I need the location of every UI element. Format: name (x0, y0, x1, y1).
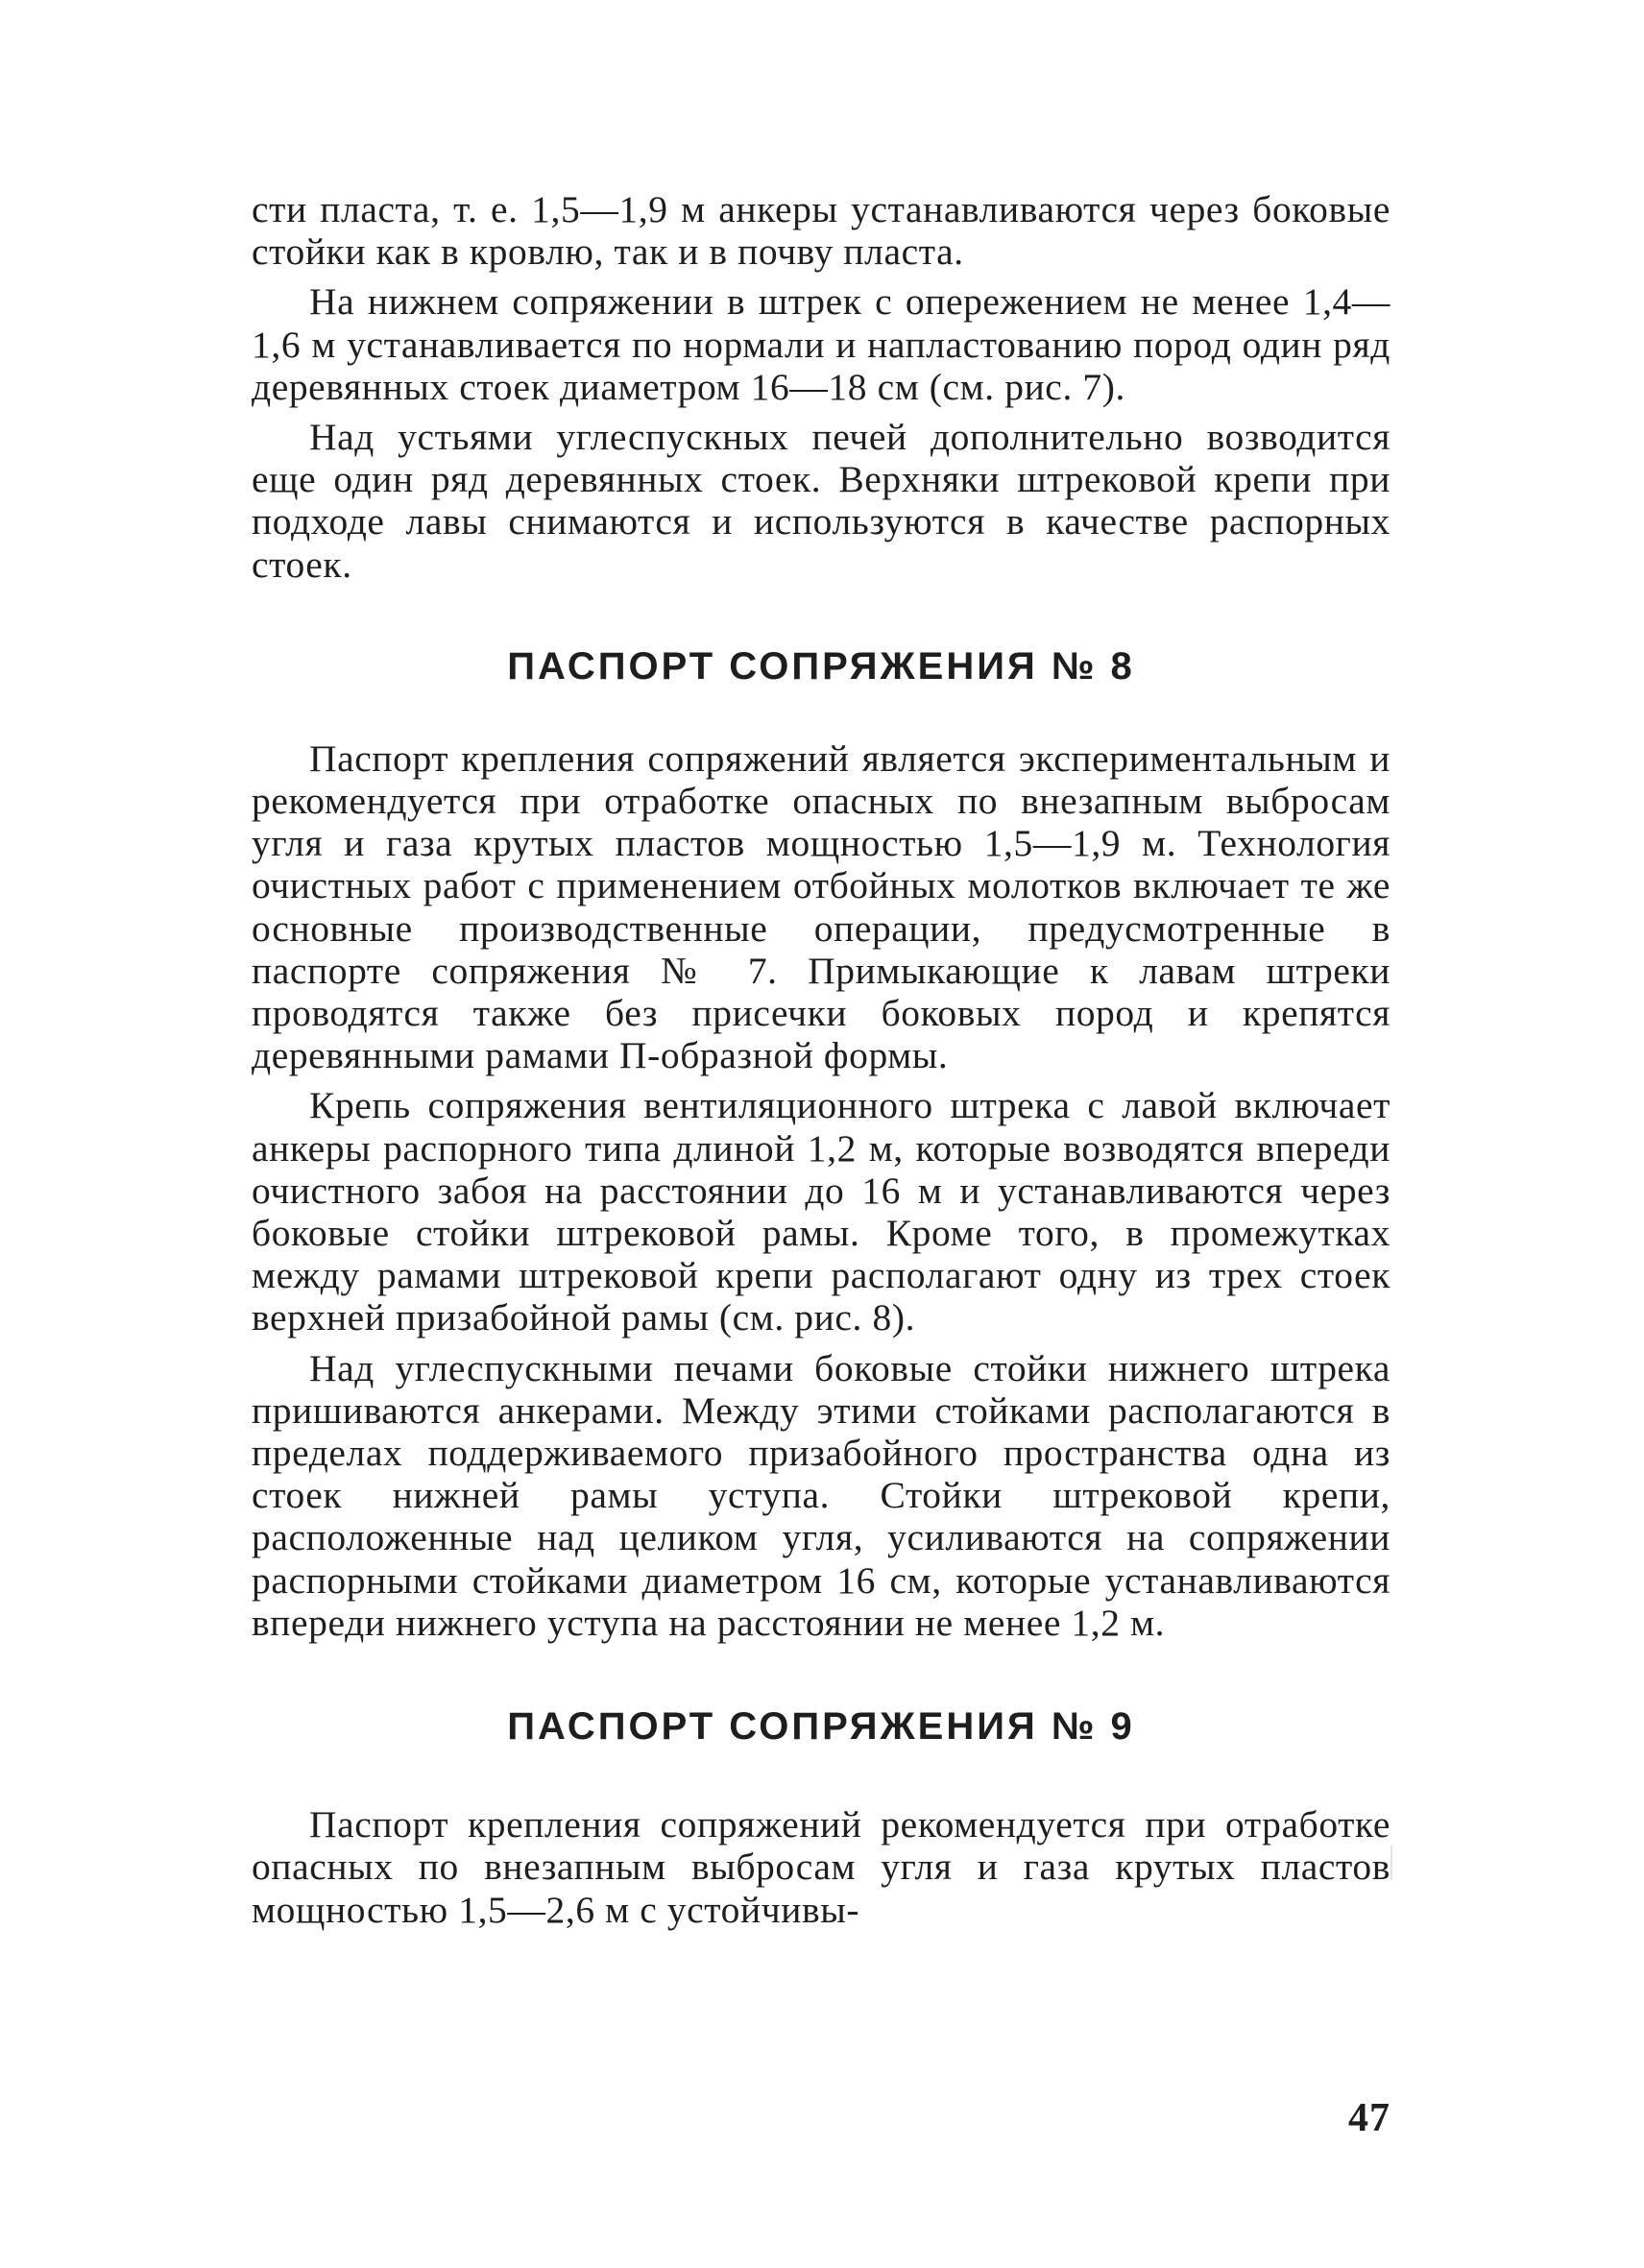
scan-artifact (1390, 1846, 1392, 1880)
section-heading-9: ПАСПОРТ СОПРЯЖЕНИЯ № 9 (507, 1705, 1135, 1749)
document-page (252, 188, 1390, 2185)
page-number: 47 (1348, 2096, 1390, 2140)
section-8-paragraph-3: Над углеспускными печами боковые стойки нижнего штрека пришиваются анкерами. Между этими стойками располагаются в пределах поддерживаемого призабойного пространства одна из стоек нижней рамы уступа. Стойки штрековой крепи, расположенные над целиком угля, усиливаются на сопряжении распорными стойками диаметром 16 см, которые устанавливаются впереди нижнего уступа на расстоянии не менее 1,2 м. (252, 1346, 1390, 1644)
paragraph-continuation: сти пласта, т. е. 1,5—1,9 м анкеры устанавливаются через боковые стойки как в кровлю, так и в почву пласта. (252, 188, 1390, 274)
paragraph-chute-mouths: Над устьями углеспускных печей дополнительно возводится еще один ряд деревянных стоек. Верхняки штрековой крепи при подходе лавы снимаются и используются в качестве распорных стоек. (252, 416, 1390, 586)
section-8-paragraph-1: Паспорт крепления сопряжений является экспериментальным и рекомендуется при отработке опасных по внезапным выбросам угля и газа крутых пластов мощностью 1,5—1,9 м. Технология очистных работ с применением отбойных молотков включает те же основные производственные операции, предусмотренные в паспорте сопряжения № 7. Примыкающие к лавам штреки проводятся также без присечки боковых пород и крепятся деревянными рамами П-образной формы. (252, 736, 1390, 1077)
section-8-paragraph-2: Крепь сопряжения вентиляционного штрека с лавой включает анкеры распорного типа длиной 1,2 м, которые возводятся впереди очистного забоя на расстоянии до 16 м и устанавливаются через боковые стойки штрековой рамы. Кроме того, в промежутках между рамами штрековой крепи располагают одну из трех стоек верхней призабойной рамы (см. рис. 8). (252, 1084, 1390, 1339)
section-heading-8: ПАСПОРТ СОПРЯЖЕНИЯ № 8 (507, 644, 1135, 688)
section-9-paragraph-1: Паспорт крепления сопряжений рекомендуется при отработке опасных по внезапным выбросам угля и газа крутых пластов мощностью 1,5—2,6 м с устойчивы- (252, 1803, 1390, 1931)
paragraph-lower-junction: На нижнем сопряжении в штрек с опережением не менее 1,4—1,6 м устанавливается по нормали и напластованию пород один ряд деревянных стоек диаметром 16—18 см (см. рис. 7). (252, 280, 1390, 408)
